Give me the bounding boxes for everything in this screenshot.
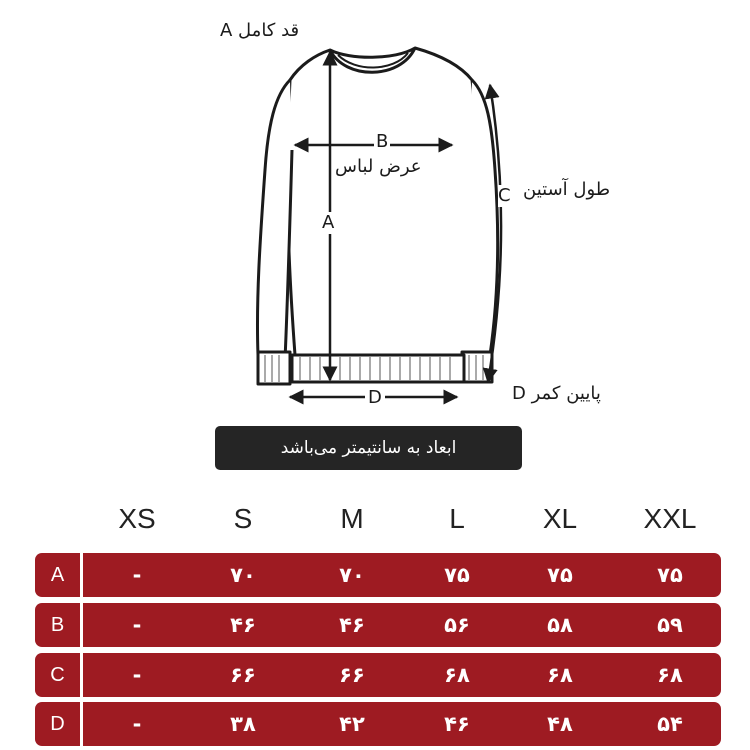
table-row-d xyxy=(35,702,721,746)
size-xl: XL xyxy=(542,503,578,534)
table-cell: ۷۰ xyxy=(230,563,256,587)
row-divider xyxy=(80,553,83,597)
label-c: C xyxy=(498,185,511,206)
table-row-a xyxy=(35,553,721,597)
size-xs: XS xyxy=(118,503,156,534)
table-cell: ۴۸ xyxy=(547,712,573,736)
size-m: M xyxy=(340,503,364,534)
table-cell: - xyxy=(132,712,142,736)
row-divider xyxy=(80,603,83,647)
row-key: B xyxy=(50,614,65,636)
row-divider xyxy=(80,702,83,746)
table-cell: - xyxy=(132,613,142,637)
table-row-b xyxy=(35,603,721,647)
label-a: A xyxy=(322,212,335,233)
row-divider xyxy=(80,653,83,697)
table-cell: ۶۶ xyxy=(339,663,365,687)
table-cell: ۵۹ xyxy=(657,613,683,637)
size-s: S xyxy=(233,503,253,534)
label-waist: D پایین کمر xyxy=(512,383,601,404)
sweatshirt-outline xyxy=(257,48,497,384)
size-xxl: XXL xyxy=(643,503,697,534)
table-cell: ۶۸ xyxy=(444,663,470,687)
table-cell: ۳۸ xyxy=(230,712,256,736)
table-cell: ۷۵ xyxy=(657,563,683,587)
table-cell: ۷۰ xyxy=(339,563,365,587)
table-cell: ۵۶ xyxy=(444,613,470,637)
table-cell: ۵۸ xyxy=(547,613,573,637)
table-cell: ۵۴ xyxy=(657,712,683,736)
table-cell: ۴۲ xyxy=(339,712,365,736)
table-cell: ۶۶ xyxy=(230,663,256,687)
table-cell: ۷۵ xyxy=(444,563,470,587)
table-row-c xyxy=(35,653,721,697)
label-sleeve-length: طول آستین xyxy=(523,179,611,200)
table-cell: ۷۵ xyxy=(547,563,573,587)
label-d: D xyxy=(365,387,385,409)
row-key: D xyxy=(50,713,65,735)
table-cell: - xyxy=(132,663,142,687)
size-l: L xyxy=(449,503,465,534)
label-b: B xyxy=(376,131,389,152)
table-cell: ۶۸ xyxy=(547,663,573,687)
table-cell: ۴۶ xyxy=(230,613,256,637)
row-key: A xyxy=(50,564,65,586)
label-full-height: A قد کامل xyxy=(220,20,300,41)
table-cell: ۴۶ xyxy=(444,712,470,736)
row-key: C xyxy=(50,664,65,686)
table-cell: ۶۸ xyxy=(657,663,683,687)
size-header-row xyxy=(0,503,750,543)
table-cell: ۴۶ xyxy=(339,613,365,637)
table-cell: - xyxy=(132,563,142,587)
label-chest-width: عرض لباس xyxy=(335,156,422,177)
units-note: ابعاد به سانتیمتر می‌باشد xyxy=(215,426,522,470)
